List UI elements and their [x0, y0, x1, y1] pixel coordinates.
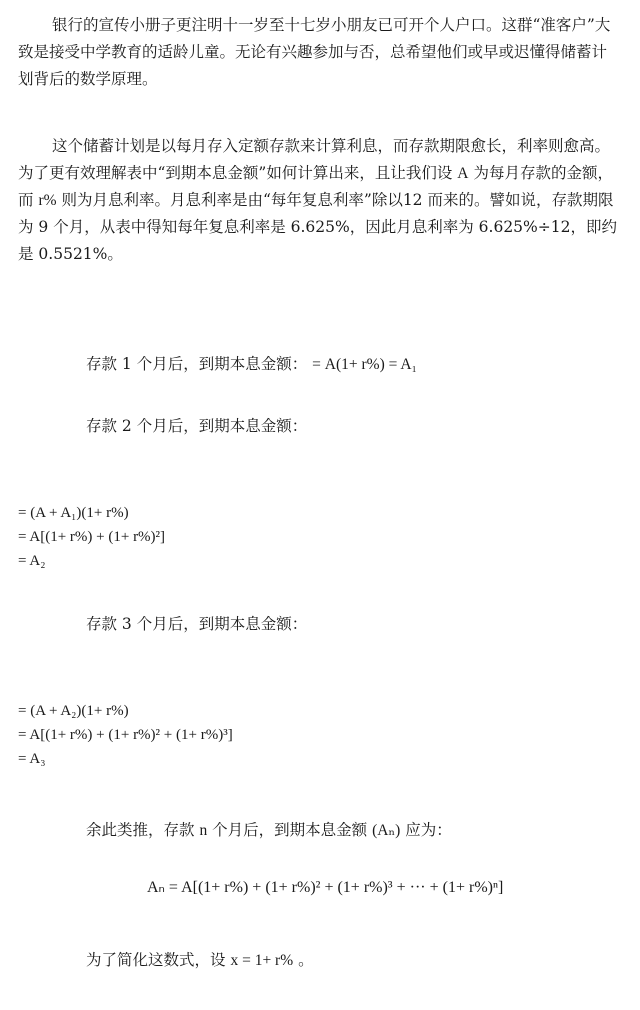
- month3-line-2: = A[(1+ r%) + (1+ r%)² + (1+ r%)³]: [18, 727, 233, 743]
- var-a: A: [457, 165, 469, 182]
- intro-paragraph: [18, 12, 622, 93]
- month2-line-2: = A[(1+ r%) + (1+ r%)²]: [18, 529, 166, 545]
- method-text-1: 这个储蓄计划是以每月存入定额存款来计算利息，而存款期限愈长，利率则愈高。为了更有效理解表中“到期本息金额”如何计算出来，且让我们设: [18, 137, 611, 182]
- method-paragraph: [18, 133, 622, 268]
- simplify-step: [86, 948, 314, 973]
- intro-text: 银行的宣传小册子更注明十一岁至十七岁小朋友已可开个人户口。这群“准客户”大致是接受中学教育的适龄儿童。无论有兴趣参加与否，总希望他们或早或迟懂得储蓄计划背后的数学原理。: [18, 16, 611, 88]
- var-n: n: [199, 822, 208, 839]
- var-an: (Aₙ): [372, 822, 401, 839]
- var-r: r%: [38, 192, 57, 209]
- general-formula: Aₙ = A[(1+ r%) + (1+ r%)² + (1+ r%)³ + ··· + (1+ r%)ⁿ]: [147, 879, 504, 896]
- month2-label: 存款 2 个月后，到期本息金额：: [86, 417, 308, 435]
- month1-step: [86, 352, 417, 377]
- general-step: [86, 818, 452, 843]
- month2-line-1: = (A + A₁)(1+ r%): [18, 505, 129, 521]
- method-text-2: 为每月存款的金额，而: [18, 164, 613, 209]
- general-text-3: 应为：: [405, 821, 452, 839]
- simplify-text-2: 。: [298, 951, 314, 969]
- month1-label: 存款 1 个月后，到期本息金额：: [86, 355, 308, 373]
- general-text-2: 个月后，到期本息金额: [212, 821, 368, 839]
- month3-line-1: = (A + A₂)(1+ r%): [18, 703, 129, 719]
- month3-line-3: = A₃: [18, 751, 46, 767]
- method-text-3: 则为月息利率。月息利率是由“每年复息利率”除以12 而来的。譬如说，存款期限为 9 个月，从表中得知每年复息利率是 6.625%，因此月息利率为 6.625%÷12，即约是 0.5521%。: [18, 191, 617, 263]
- simplify-formula: x = 1+ r%: [230, 952, 294, 969]
- month3-label: 存款 3 个月后，到期本息金额：: [86, 615, 308, 633]
- simplify-text-1: 为了简化这数式，设: [86, 951, 226, 969]
- month2-line-3: = A₂: [18, 553, 46, 569]
- general-text-1: 余此类推，存款: [86, 821, 195, 839]
- month1-formula: = A(1+ r%) = A₁: [312, 356, 417, 373]
